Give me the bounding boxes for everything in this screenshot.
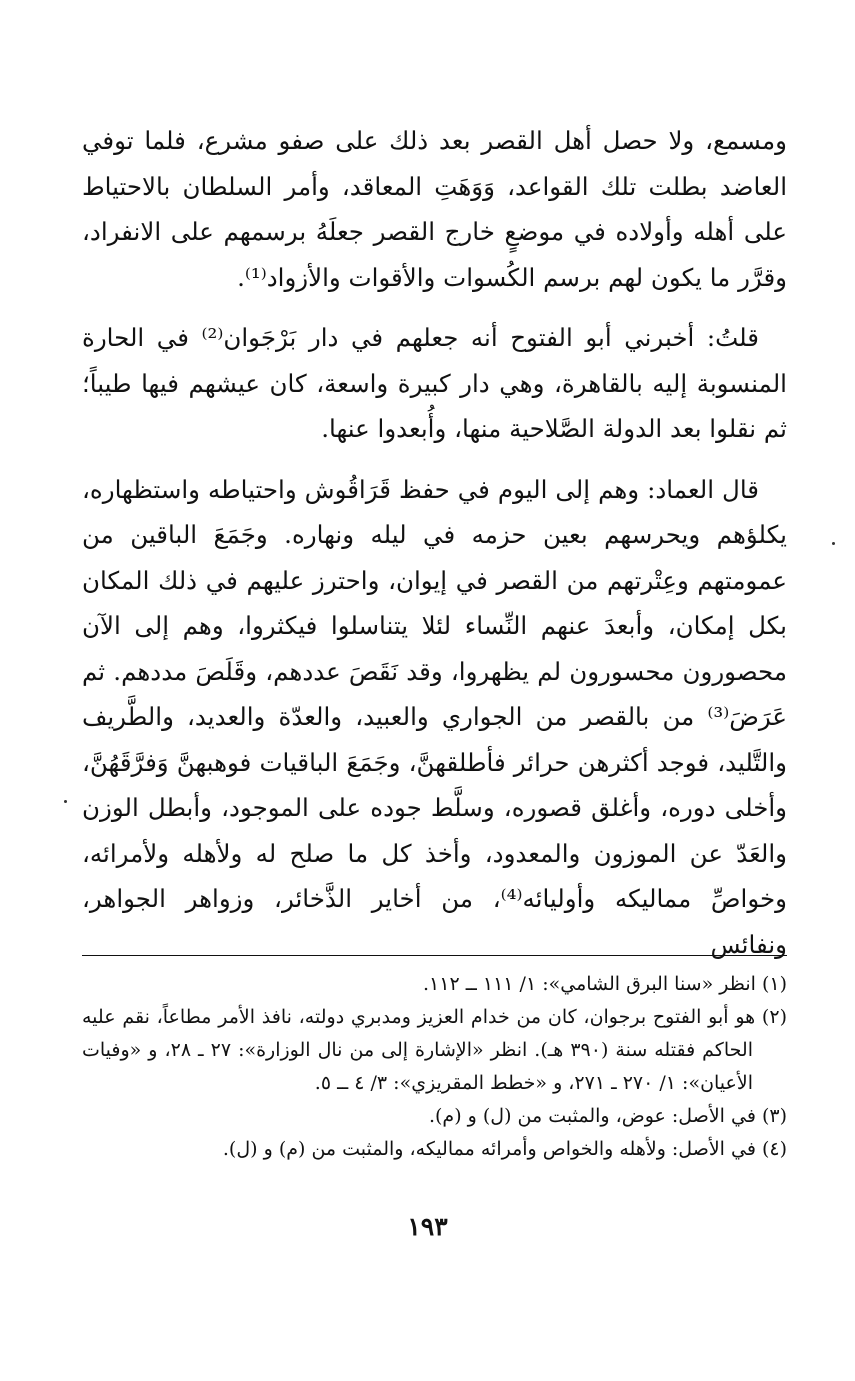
scan-speck	[64, 800, 67, 803]
paragraph-3: قال العماد: وهم إلى اليوم في حفظ قَرَاقُوش واحتياطه واستظهاره، يكلؤهم ويحرسهم بعين حزمه في ليله ونهاره. وجَمَعَ الباقين من عمومتهم وعِتْرتهم من القصر في إيوان، واحترز عليهم في ذلك المكان بكل إمكان، وأبعدَ عنهم النِّساء لئلا يتناسلوا فيكثروا، وهم إلى الآن محصورون محسورون لم يظهروا، وقد نَقَصَ عددهم، وقَلَصَ مددهم. ثم عَرَضَ⁽³⁾ من بالقصر من الجواري والعبيد، والعدّة والعديد، والطَّريف والتَّليد، فوجد أكثرهن حرائر فأطلقهنَّ، وجَمَعَ الباقيات فوهبهنَّ وَفرَّقَهُنَّ، وأخلى دوره، وأغلق قصوره، وسلَّط جوده على الموجود، وأبطل الوزن والعَدّ عن الموزون والمعدود، وأخذ كل ما صلح له ولأهله ولأمرائه، وخواصِّ مماليكه وأوليائه⁽⁴⁾، من أخاير الذَّخائر، وزواهر الجواهر، ونفائس	[82, 474, 787, 959]
footnote-4: (٤) في الأصل: ولأهله والخواص وأمرائه مماليكه، والمثبت من (م) و (ل).	[222, 1138, 787, 1160]
footnotes	[82, 968, 787, 1166]
footnote-1: (١) انظر «سنا البرق الشامي»: ١/ ١١١ ــ ١١٢.	[422, 973, 787, 995]
scan-speck	[832, 542, 835, 545]
paragraph-2: قلتُ: أخبرني أبو الفتوح أنه جعلهم في دار بَرْجَوان⁽²⁾ في الحارة المنسوبة إليه بالقاهرة، وهي دار كبيرة واسعة، كان عيشهم فيها طيباً؛ ثم نقلوا بعد الدولة الصَّلاحية منها، وأُبعدوا عنها.	[82, 323, 787, 443]
footnote-2: (٢) هو أبو الفتوح برجوان، كان من خدام العزيز ومدبري دولته، نافذ الأمر مطاعاً، نقم عليه الحاكم فقتله سنة (٣٩٠ هـ). انظر «الإشارة إلى من نال الوزارة»: ٢٧ ـ ٢٨، و «وفيات الأعيان»: ١/ ٢٧٠ ـ ٢٧١، و «خطط المقريزي»: ٣/ ٤ ــ ٥.	[82, 1006, 787, 1094]
footnote-3: (٣) في الأصل: عوض، والمثبت من (ل) و (م).	[428, 1105, 787, 1127]
main-text	[82, 118, 787, 967]
paragraph-1: ومسمع، ولا حصل أهل القصر بعد ذلك على صفو مشرع، فلما توفي العاضد بطلت تلك القواعد، وَوَهَتِ المعاقد، وأمر السلطان بالاحتياط على أهله وأولاده في موضعٍ خارج القصر جعلَهُ برسمهم على الانفراد، وقرَّر ما يكون لهم برسم الكُسوات والأقوات والأزواد⁽¹⁾.	[82, 126, 787, 292]
footnote-divider	[82, 955, 787, 956]
page-number: ١٩٣	[407, 1212, 448, 1241]
